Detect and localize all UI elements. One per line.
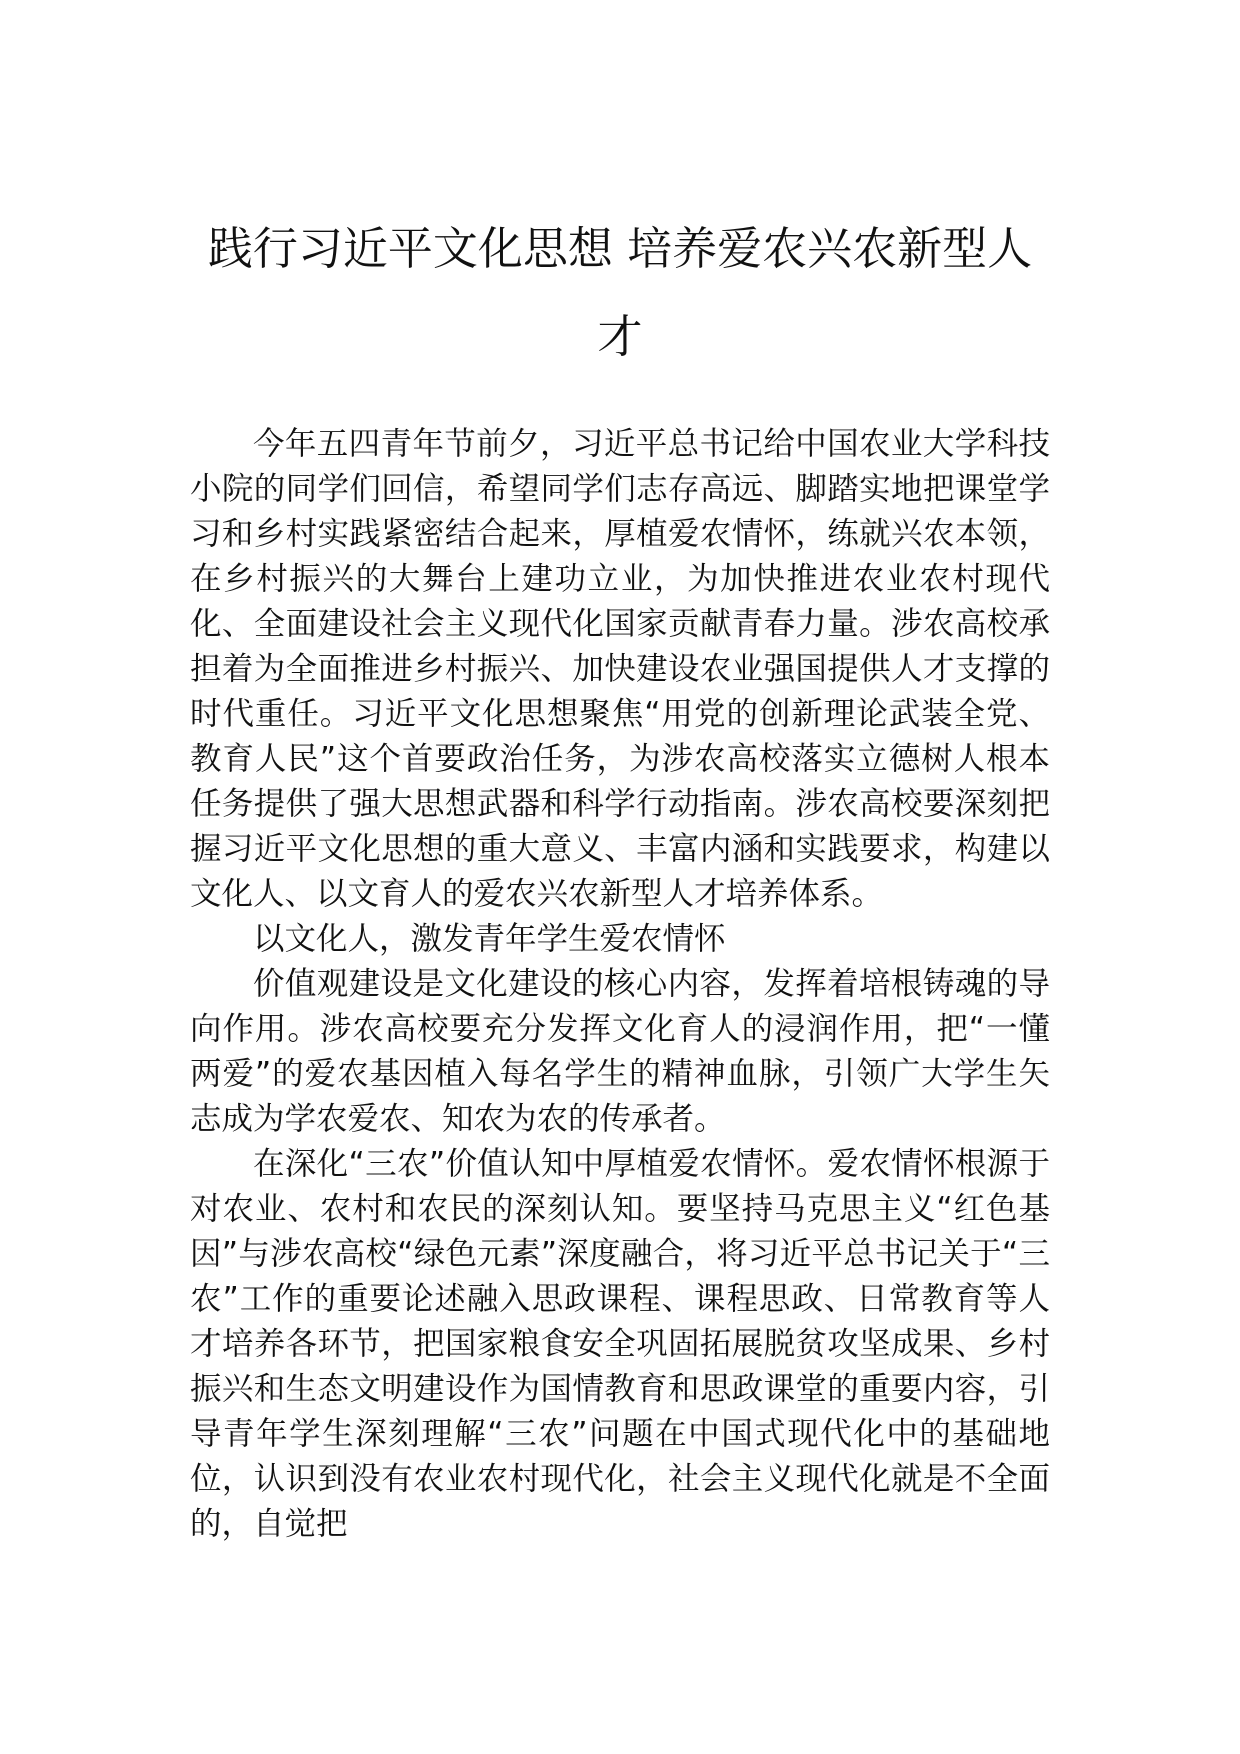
body-paragraph-sannong: 在深化“三农”价值认知中厚植爱农情怀。爱农情怀根源于对农业、农村和农民的深刻认知。要坚持马克思主义“红色基因”与涉农高校“绿色元素”深度融合，将习近平总书记关于“三农”工作的重要论述融入思政课程、课程思政、日常教育等人才培养各环节，把国家粮食安全巩固拓展脱贫攻坚成果、乡村振兴和生态文明建设作为国情教育和思政课堂的重要内容，引导青年学生深刻理解“三农”问题在中国式现代化中的基础地位，认识到没有农业农村现代化，社会主义现代化就是不全面的，自觉把 — [190, 1146, 1050, 1542]
document-title: 践行习近平文化思想 培养爱农兴农新型人才 — [207, 222, 1033, 363]
document-body — [190, 422, 1050, 1547]
section-heading: 以文化人，激发青年学生爱农情怀 — [253, 921, 726, 957]
body-paragraph-intro: 今年五四青年节前夕，习近平总书记给中国农业大学科技小院的同学们回信，希望同学们志存高远、脚踏实地把课堂学习和乡村实践紧密结合起来，厚植爱农情怀，练就兴农本领，在乡村振兴的大舞台上建功立业，为加快推进农业农村现代化、全面建设社会主义现代化国家贡献青春力量。涉农高校承担着为全面推进乡村振兴、加快建设农业强国提供人才支撑的时代重任。习近平文化思想聚焦“用党的创新理论武装全党、教育人民”这个首要政治任务，为涉农高校落实立德树人根本任务提供了强大思想武器和科学行动指南。涉农高校要深刻把握习近平文化思想的重大意义、丰富内涵和实践要求，构建以文化人、以文育人的爱农兴农新型人才培养体系。 — [190, 426, 1050, 912]
body-paragraph-values: 价值观建设是文化建设的核心内容，发挥着培根铸魂的导向作用。涉农高校要充分发挥文化育人的浸润作用，把“一懂两爱”的爱农基因植入每名学生的精神血脉，引领广大学生矢志成为学农爱农、知农为农的传承者。 — [190, 966, 1050, 1137]
